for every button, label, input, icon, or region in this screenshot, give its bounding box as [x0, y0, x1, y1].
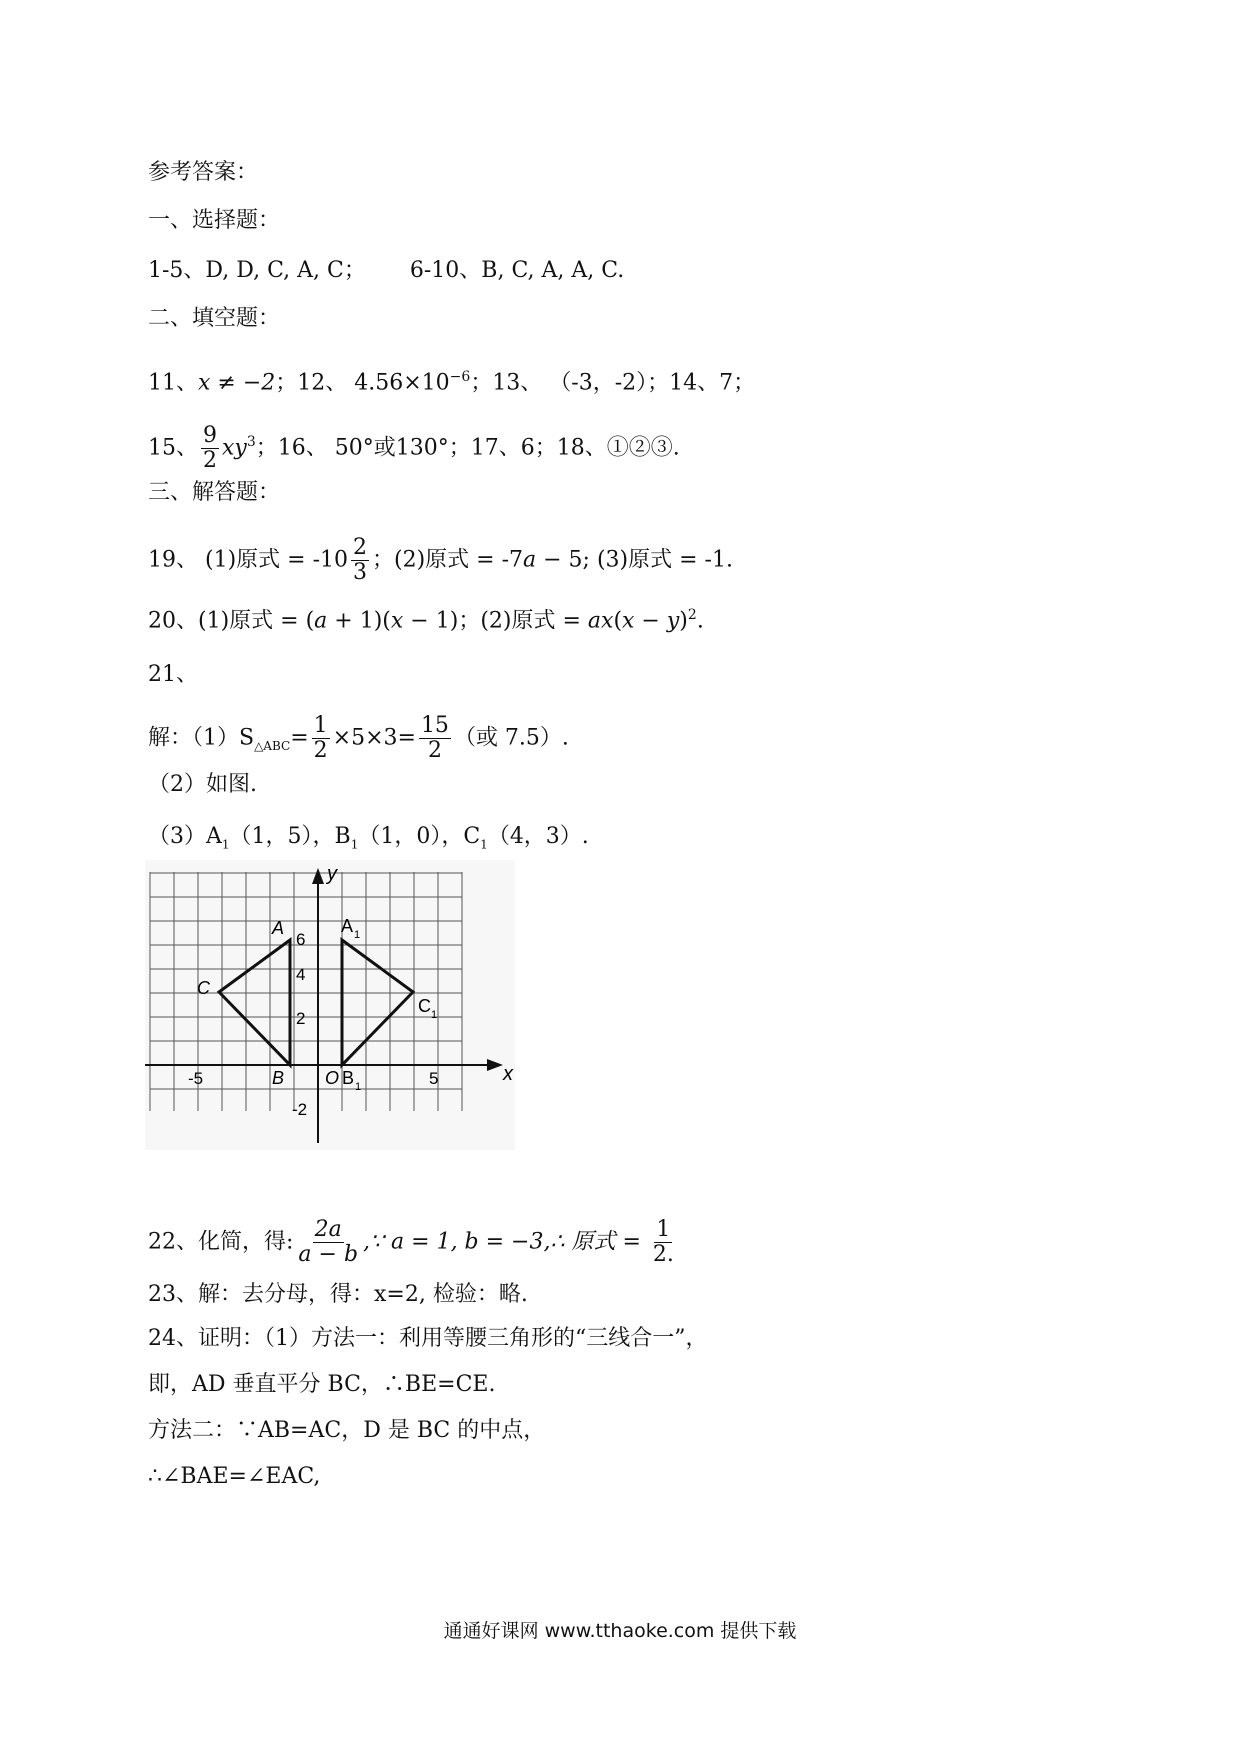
tick-y--2: -2 [292, 1100, 308, 1119]
denominator: 2 [313, 738, 328, 763]
q20-answer [148, 600, 704, 636]
q24-line1: 24、证明：（1）方法一：利用等腰三角形的“三线合一”， [148, 1326, 708, 1351]
denominator: 3 [353, 560, 367, 585]
q19-answer [148, 536, 733, 585]
tick-y-2: 2 [296, 1009, 306, 1028]
svg-text:C: C [418, 996, 431, 1016]
q22-text: 22、化简，得: [148, 1229, 294, 1255]
q11-answer: x ≠ −2 [198, 370, 276, 396]
q19-part3: − 5; (3)原式 = -1. [536, 547, 733, 573]
graph-background [145, 860, 515, 1150]
q15-variable: xy [222, 435, 247, 461]
numerator: 1 [656, 1217, 671, 1242]
q20-part: . [696, 608, 704, 634]
q21-text: （或 7.5）. [453, 725, 569, 751]
q12-exponent: −6 [449, 369, 471, 385]
subscript: 1 [350, 837, 359, 852]
answer-heading: 参考答案： [148, 160, 259, 185]
q15-exponent: 3 [246, 434, 256, 451]
q21-part2: （2）如图. [148, 772, 257, 797]
q21-text: = [290, 725, 309, 751]
q24-line2: 即，AD 垂直平分 BC，∴BE=CE. [148, 1372, 496, 1397]
numerator: 1 [313, 713, 328, 738]
svg-text:1: 1 [355, 1081, 362, 1093]
tick-y-4: 4 [296, 965, 306, 984]
q16-18-answers: ；16、 50°或130°；17、6；18、①②③. [255, 435, 680, 461]
tick-y-6: 6 [296, 930, 306, 949]
section-solve-title: 三、解答题： [148, 480, 281, 505]
page-footer: 通通好课网 www.tthaoke.com 提供下载 [443, 1620, 797, 1642]
numerator: 2a [314, 1217, 342, 1242]
q20-var: ax [587, 608, 614, 634]
q19-fraction [351, 536, 369, 585]
q21-coord: （4，3）. [487, 824, 589, 849]
subscript: 1 [480, 837, 488, 852]
fill-answers-11-14 [148, 362, 755, 398]
tick-x--5: -5 [188, 1069, 204, 1088]
numerator: 15 [420, 713, 449, 738]
q20-part: ) [679, 608, 688, 634]
q24-line3: 方法二：∵AB=AC，D 是 BC 的中点， [148, 1418, 546, 1443]
q22-answer [148, 1218, 679, 1267]
q23-answer: 23、解：去分母，得：x=2, 检验：略. [148, 1282, 528, 1307]
svg-text:1: 1 [354, 929, 361, 941]
q21-label: 21、 [148, 662, 198, 687]
denominator: 2 [427, 738, 442, 763]
point-a-label: A [272, 918, 285, 938]
q20-part: 20、(1)原式 = ( [148, 608, 315, 634]
q11-label: 11、 [148, 370, 198, 396]
section-fill-title: 二、填空题： [148, 306, 281, 331]
denominator: a − b [298, 1242, 359, 1267]
section-choice-title: 一、选择题： [148, 208, 281, 233]
numerator: 9 [203, 423, 217, 448]
q21-coord: （1，5），B [229, 824, 351, 849]
q21-text: ×5×3= [332, 725, 416, 751]
denominator: 2. [652, 1242, 674, 1267]
q21-part1 [148, 714, 569, 763]
q20-part: − 1)；(2)原式 = [403, 608, 588, 634]
q19-part1: 19、 (1)原式 = -10 [148, 547, 348, 573]
q20-exponent: 2 [687, 607, 697, 623]
choice-answers-1-5: 1-5、D, D, C, A, C； [148, 258, 366, 283]
point-c-label: C [197, 978, 210, 998]
point-b-label: B [272, 1068, 285, 1088]
q21-coord: （3）A [148, 824, 222, 849]
tick-x-5: 5 [429, 1069, 439, 1088]
q20-part: ( [613, 608, 623, 634]
q19-part2: ；(2)原式 = -7 [372, 547, 524, 573]
fill-answers-15-18 [148, 424, 680, 473]
q22-result-fraction [651, 1218, 676, 1267]
x-axis-label: x [503, 1063, 513, 1085]
q22-text: ,∵ a = 1, b = −3,∴ 原式 = [363, 1229, 648, 1255]
origin-label: O [325, 1068, 340, 1088]
q19-var: a [523, 547, 537, 573]
q15-label: 15、 [148, 435, 198, 461]
q20-var: x − y [622, 608, 680, 634]
q20-var: a [314, 608, 328, 634]
q21-coord: （1，0），C [358, 824, 481, 849]
svg-text:1: 1 [431, 1009, 438, 1021]
q21-subscript: △ABC [254, 738, 291, 753]
q21-fraction-1 [312, 714, 330, 763]
q24-line4: ∴∠BAE=∠EAC, [148, 1464, 321, 1489]
q22-fraction [296, 1218, 360, 1267]
coordinate-graph [145, 860, 515, 1150]
q21-text: 解：（1）S [148, 725, 255, 751]
svg-text:A: A [341, 916, 354, 936]
choice-answers-6-10: 6-10、B, C, A, A, C. [409, 258, 625, 283]
q21-fraction-2 [419, 714, 451, 763]
q15-fraction [201, 424, 219, 473]
q20-part: + 1)( [327, 608, 391, 634]
q20-var: x [390, 608, 404, 634]
q21-part3 [148, 822, 589, 859]
subscript: 1 [221, 837, 230, 852]
svg-text:B: B [342, 1068, 355, 1088]
y-axis-label: y [327, 863, 337, 885]
q13-14-answers: ；13、 （-3，-2）；14、7； [470, 370, 756, 396]
q12-answer: ；12、 4.56×10 [275, 370, 450, 396]
denominator: 2 [203, 448, 217, 473]
choice-answers [148, 256, 624, 286]
numerator: 2 [353, 535, 367, 560]
